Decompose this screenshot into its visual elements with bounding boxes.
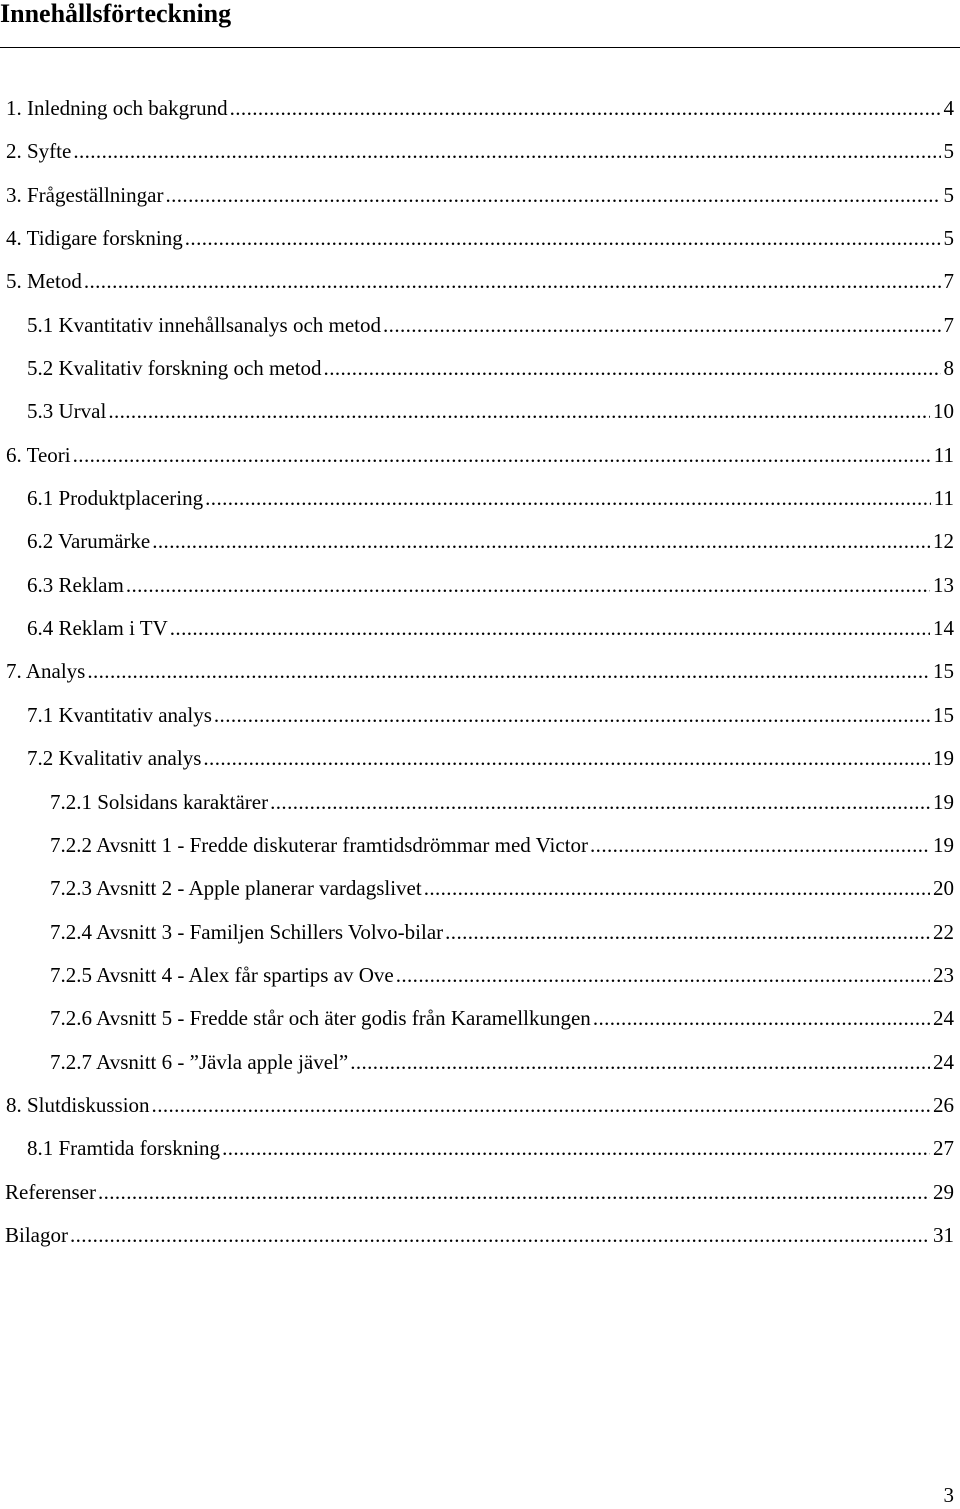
toc-entry-label: 6.1 Produktplacering <box>27 482 205 514</box>
toc-entry-page: 14 <box>930 612 954 644</box>
dot-leader <box>185 222 941 254</box>
toc-entry-page: 31 <box>930 1219 954 1251</box>
toc-entry-1-inledning[interactable] <box>0 92 960 135</box>
toc-entry-2-syfte[interactable] <box>0 135 960 178</box>
toc-entry-label: 5.2 Kvalitativ forskning och metod <box>27 352 324 384</box>
dot-leader <box>152 525 930 557</box>
page-number: 3 <box>943 1483 954 1507</box>
toc-entry-7-2[interactable] <box>0 742 960 785</box>
dot-leader <box>73 439 931 471</box>
toc-entry-page: 7 <box>941 265 955 297</box>
toc-entry-label: 4. Tidigare forskning <box>6 222 185 254</box>
toc-entry-bilagor[interactable] <box>0 1219 960 1262</box>
toc-entry-6-teori[interactable] <box>0 439 960 482</box>
toc-entry-3-fragestallningar[interactable] <box>0 179 960 222</box>
title-divider <box>0 47 960 48</box>
toc-entry-page: 19 <box>930 742 954 774</box>
toc-entry-7-analys[interactable] <box>0 655 960 698</box>
toc-entry-label: 5. Metod <box>6 265 84 297</box>
toc-entry-5-2[interactable] <box>0 352 960 395</box>
toc-entry-page: 5 <box>941 179 955 211</box>
page-title: Innehållsförteckning <box>0 0 232 28</box>
toc-entry-7-2-1[interactable] <box>0 786 960 829</box>
toc-entry-page: 20 <box>930 872 954 904</box>
toc-entry-label: 5.3 Urval <box>27 395 108 427</box>
toc-entry-page: 26 <box>930 1089 954 1121</box>
dot-leader <box>590 829 930 861</box>
toc-entry-6-1[interactable] <box>0 482 960 525</box>
toc-entry-page: 24 <box>930 1046 954 1078</box>
table-of-contents <box>0 92 960 1262</box>
toc-entry-page: 7 <box>941 309 955 341</box>
toc-entry-page: 19 <box>930 829 954 861</box>
toc-entry-referenser[interactable] <box>0 1176 960 1219</box>
toc-entry-label: 5.1 Kvantitativ innehållsanalys och metod <box>27 309 383 341</box>
dot-leader <box>324 352 941 384</box>
toc-entry-5-1[interactable] <box>0 309 960 352</box>
dot-leader <box>445 916 930 948</box>
toc-entry-label: 7.2.2 Avsnitt 1 - Fredde diskuterar framtidsdrömmar med Victor <box>50 829 590 861</box>
toc-entry-label: Referenser <box>5 1176 98 1208</box>
toc-entry-page: 19 <box>930 786 954 818</box>
dot-leader <box>270 786 930 818</box>
dot-leader <box>73 135 940 167</box>
dot-leader <box>170 612 930 644</box>
toc-entry-page: 8 <box>941 352 955 384</box>
dot-leader <box>593 1002 930 1034</box>
toc-entry-label: 8.1 Framtida forskning <box>27 1132 222 1164</box>
dot-leader <box>350 1046 930 1078</box>
toc-entry-page: 27 <box>930 1132 954 1164</box>
toc-entry-5-3[interactable] <box>0 395 960 438</box>
toc-entry-label: 7.2 Kvalitativ analys <box>27 742 203 774</box>
dot-leader <box>87 655 930 687</box>
toc-entry-page: 15 <box>930 699 954 731</box>
toc-entry-6-2[interactable] <box>0 525 960 568</box>
toc-entry-page: 15 <box>930 655 954 687</box>
dot-leader <box>383 309 940 341</box>
dot-leader <box>126 569 930 601</box>
toc-entry-label: 7.2.1 Solsidans karaktärer <box>50 786 270 818</box>
dot-leader <box>70 1219 930 1251</box>
toc-entry-label: 1. Inledning och bakgrund <box>6 92 230 124</box>
toc-entry-4-tidigare-forskning[interactable] <box>0 222 960 265</box>
dot-leader <box>230 92 941 124</box>
toc-entry-label: 6.4 Reklam i TV <box>27 612 170 644</box>
toc-entry-label: 3. Frågeställningar <box>6 179 165 211</box>
dot-leader <box>396 959 930 991</box>
toc-entry-8-1[interactable] <box>0 1132 960 1175</box>
dot-leader <box>152 1089 930 1121</box>
toc-entry-label: 6. Teori <box>6 439 73 471</box>
toc-entry-7-1[interactable] <box>0 699 960 742</box>
toc-entry-label: 2. Syfte <box>6 135 73 167</box>
toc-entry-6-4[interactable] <box>0 612 960 655</box>
toc-entry-label: 6.3 Reklam <box>27 569 126 601</box>
toc-entry-page: 4 <box>941 92 955 124</box>
dot-leader <box>205 482 931 514</box>
toc-entry-7-2-3[interactable] <box>0 872 960 915</box>
dot-leader <box>98 1176 930 1208</box>
toc-entry-page: 10 <box>930 395 954 427</box>
toc-entry-page: 5 <box>941 135 955 167</box>
dot-leader <box>84 265 941 297</box>
toc-entry-label: 7.2.4 Avsnitt 3 - Familjen Schillers Volvo-bilar <box>50 916 445 948</box>
toc-entry-label: 6.2 Varumärke <box>27 525 152 557</box>
toc-entry-6-3[interactable] <box>0 569 960 612</box>
toc-entry-page: 23 <box>930 959 954 991</box>
toc-entry-7-2-5[interactable] <box>0 959 960 1002</box>
toc-entry-label: Bilagor <box>5 1219 70 1251</box>
toc-entry-page: 12 <box>930 525 954 557</box>
toc-entry-7-2-2[interactable] <box>0 829 960 872</box>
toc-entry-page: 5 <box>941 222 955 254</box>
dot-leader <box>214 699 930 731</box>
toc-entry-label: 7.2.3 Avsnitt 2 - Apple planerar vardagslivet <box>50 872 424 904</box>
toc-entry-page: 11 <box>931 482 954 514</box>
toc-entry-page: 29 <box>930 1176 954 1208</box>
toc-entry-7-2-4[interactable] <box>0 916 960 959</box>
toc-entry-5-metod[interactable] <box>0 265 960 308</box>
dot-leader <box>108 395 930 427</box>
toc-entry-label: 7.2.7 Avsnitt 6 - ”Jävla apple jävel” <box>50 1046 350 1078</box>
toc-entry-page: 24 <box>930 1002 954 1034</box>
toc-entry-7-2-7[interactable] <box>0 1046 960 1089</box>
dot-leader <box>424 872 930 904</box>
toc-entry-label: 7. Analys <box>6 655 87 687</box>
toc-entry-page: 22 <box>930 916 954 948</box>
toc-entry-8-slutdiskussion[interactable] <box>0 1089 960 1132</box>
toc-entry-page: 11 <box>931 439 954 471</box>
toc-entry-page: 13 <box>930 569 954 601</box>
dot-leader <box>203 742 930 774</box>
dot-leader <box>222 1132 930 1164</box>
toc-entry-label: 7.1 Kvantitativ analys <box>27 699 214 731</box>
dot-leader <box>165 179 940 211</box>
toc-entry-label: 7.2.6 Avsnitt 5 - Fredde står och äter godis från Karamellkungen <box>50 1002 593 1034</box>
toc-entry-7-2-6[interactable] <box>0 1002 960 1045</box>
toc-entry-label: 8. Slutdiskussion <box>6 1089 152 1121</box>
toc-entry-label: 7.2.5 Avsnitt 4 - Alex får spartips av Ove <box>50 959 396 991</box>
